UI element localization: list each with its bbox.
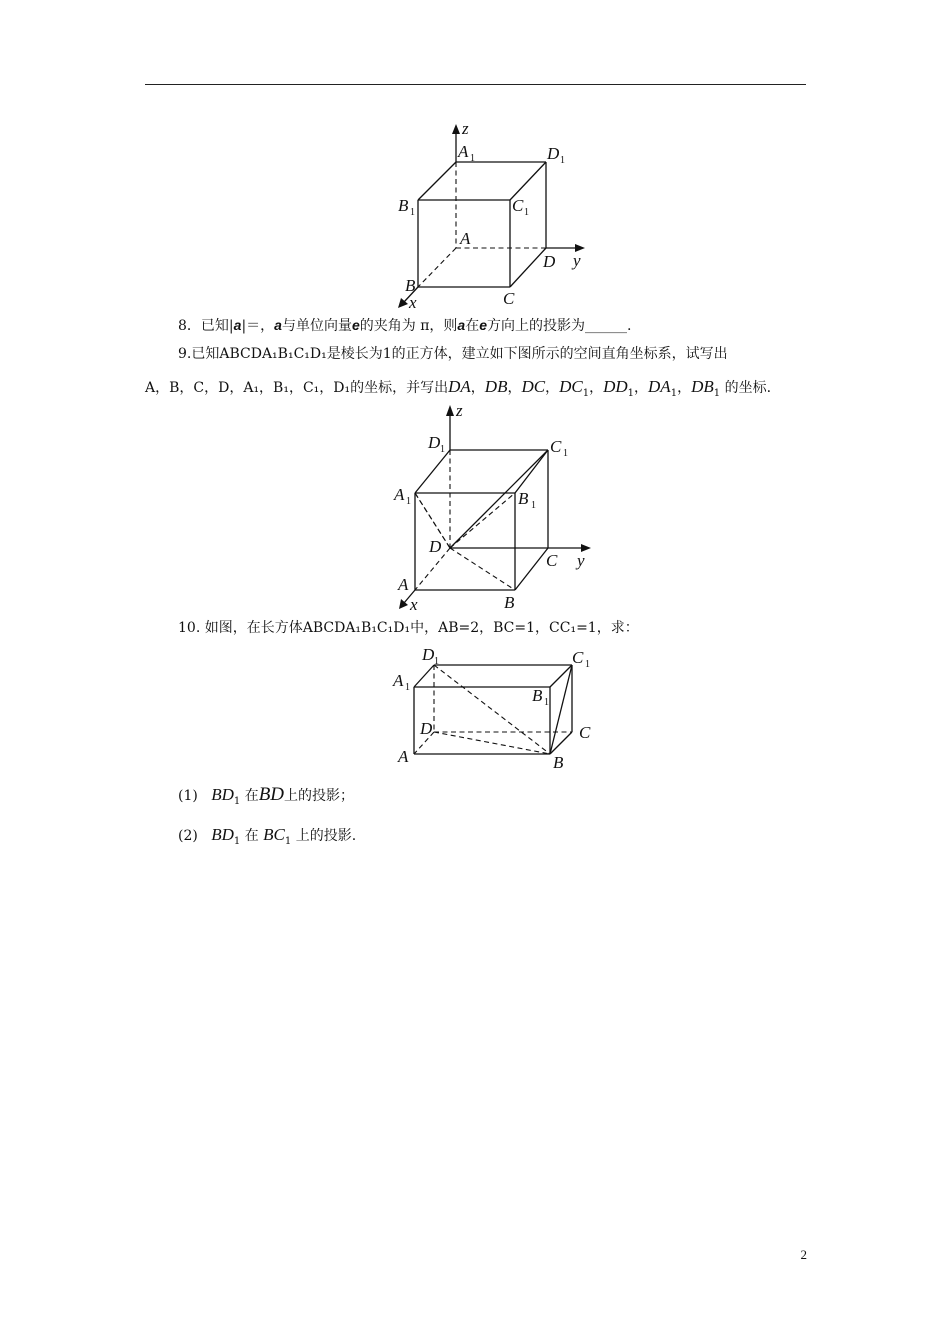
point-A-3: A <box>398 747 409 766</box>
point-D-3: D <box>420 719 433 738</box>
svg-text:1: 1 <box>470 153 475 164</box>
point-C1-3: C <box>572 648 584 667</box>
point-A-2: A <box>398 575 409 594</box>
question-9-line1: 9.已知ABCDA₁B₁C₁D₁是棱长为1的正方体，建立如下图所示的空间直角坐标系，试写出 <box>178 346 728 362</box>
point-D: D <box>543 252 556 271</box>
page-number: 2 <box>800 1247 807 1262</box>
question-8: 8．已知|a|＝，a与单位向量e的夹角为 π，则a在e方向上的投影为______. <box>178 317 632 334</box>
svg-text:1: 1 <box>560 155 565 166</box>
point-C: C <box>503 289 515 308</box>
point-D1-2: D <box>428 433 441 452</box>
svg-text:1: 1 <box>585 659 590 670</box>
svg-text:1: 1 <box>531 500 536 511</box>
axis-z-label: z <box>462 119 469 138</box>
point-B1: B <box>398 196 409 215</box>
axis-x-label-2: x <box>410 595 418 614</box>
axis-y-label: y <box>573 251 581 270</box>
subquestion-1: (1) $BD_1$ 在BD上的投影； <box>178 784 355 807</box>
point-C-2: C <box>546 551 558 570</box>
svg-text:1: 1 <box>410 207 415 218</box>
header-rule <box>145 84 806 85</box>
subquestion-2: (2) $BD_1$ 在 $BC_1$ 上的投影. <box>178 825 357 847</box>
svg-text:1: 1 <box>524 207 529 218</box>
figure-cube-2 <box>380 400 610 615</box>
point-A1-3: A <box>393 671 404 690</box>
figure-cuboid <box>385 640 600 772</box>
point-D1: D <box>547 144 560 163</box>
figure-cube-1 <box>380 115 610 315</box>
point-D-2: D <box>429 537 442 556</box>
point-B-2: B <box>504 593 515 612</box>
question-9-line2: A，B，C，D，A₁，B₁，C₁，D₁的坐标，并写出DA，DB，DC，$DC_1$，$DD_1$，$DA_1$，$DB_1$ 的坐标. <box>145 377 772 399</box>
point-B1-2: B <box>518 489 529 508</box>
point-B1-3: B <box>532 686 543 705</box>
point-A1-2: A <box>394 485 405 504</box>
point-C1: C <box>512 196 524 215</box>
svg-text:1: 1 <box>434 656 439 667</box>
question-10: 10. 如图，在长方体ABCDA₁B₁C₁D₁中，AB=2，BC=1，CC₁=1，求： <box>178 620 639 636</box>
point-C-3: C <box>579 723 591 742</box>
point-A: A <box>460 229 471 248</box>
svg-text:1: 1 <box>405 682 410 693</box>
point-B: B <box>405 276 416 295</box>
point-B-3: B <box>553 753 564 772</box>
svg-text:1: 1 <box>563 448 568 459</box>
svg-text:1: 1 <box>544 697 549 708</box>
svg-text:1: 1 <box>406 496 411 507</box>
axis-y-label-2: y <box>577 551 585 570</box>
point-A1: A <box>458 142 469 161</box>
point-D1-3: D <box>422 645 435 664</box>
svg-text:1: 1 <box>440 444 445 455</box>
axis-z-label-2: z <box>456 401 463 420</box>
axis-x-label: x <box>409 293 417 312</box>
point-C1-2: C <box>550 437 562 456</box>
